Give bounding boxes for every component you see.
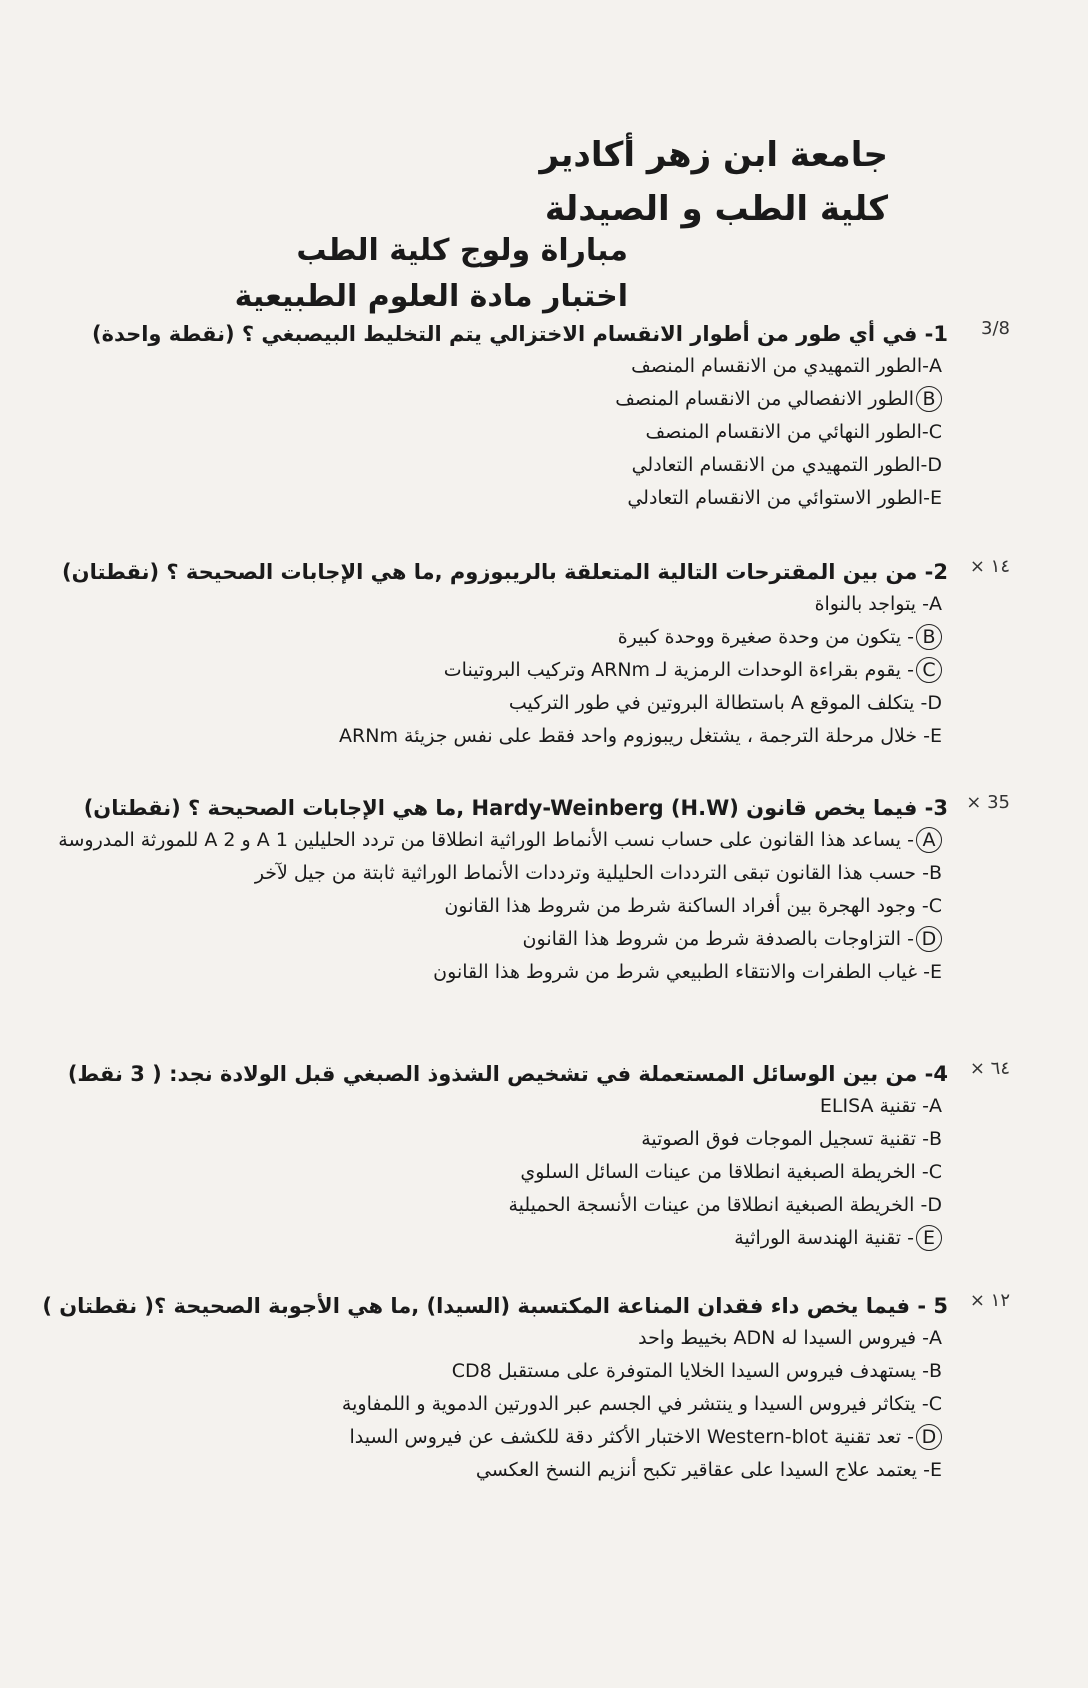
circled-answer-mark: C (916, 657, 942, 683)
option-e: E- غياب الطفرات والانتقاء الطبيعي شرط من شروط هذا القانون (433, 961, 942, 983)
circled-answer-mark: D (916, 926, 942, 952)
option-e: E- تقنية الهندسة الوراثية (28, 1222, 942, 1255)
faculty-name: كلية الطب و الصيدلة (544, 189, 888, 229)
option-c: C- يقوم بقراءة الوحدات الرمزية لـ ARNm وتركيب البروتينات (28, 654, 942, 687)
option-b: B- تقنية تسجيل الموجات فوق الصوتية (641, 1128, 942, 1150)
option-d: D- تعد تقنية Western-blot الاختبار الأكثر دقة للكشف عن فيروس السيدا (28, 1421, 942, 1454)
options-list (28, 1090, 942, 1255)
university-name: جامعة ابن زهر أكادير (539, 135, 888, 175)
option-e: E- يعتمد علاج السيدا على عقاقير تكبح أنزيم النسخ العكسي (475, 1459, 942, 1481)
circled-answer-mark: B (916, 624, 942, 650)
option-a: A- فيروس السيدا له ADN بخييط واحد (638, 1327, 942, 1349)
question-text: 1- في أي طور من أطوار الانقسام الاختزالي يتم التخليط البيصبغي ؟ (نقطة واحدة) (91, 322, 948, 346)
option-d: D- التزاوجات بالصدفة شرط من شروط هذا القانون (28, 923, 942, 956)
option-d: D- الخريطة الصبغية انطلاقا من عينات الأنسجة الحميلية (508, 1194, 942, 1216)
option-d: D- يتكلف الموقع A باستطالة البروتين في طور التركيب (508, 692, 942, 714)
option-b: B- يتكون من وحدة صغيرة ووحدة كبيرة (28, 621, 942, 654)
option-c: C- الخريطة الصبغية انطلاقا من عينات السائل السلوي (520, 1161, 942, 1183)
question-4 (28, 1058, 1010, 1255)
option-c: C- يتكاثر فيروس السيدا و ينتشر في الجسم عبر الدورتين الدموية و اللمفاوية (341, 1393, 942, 1415)
options-list (28, 1322, 942, 1487)
options-list (28, 588, 942, 753)
option-b: Bالطور الانفصالي من الانقسام المنصف (28, 383, 942, 416)
option-a: A- يساعد هذا القانون على حساب نسب الأنماط الوراثية انطلاقا من تردد الحليلين A 1 و A 2 للمورثة المدروسة (0, 824, 942, 857)
option-e: E-الطور الاستوائي من الانقسام التعادلي (627, 487, 942, 509)
option-e: E- خلال مرحلة الترجمة ، يشتغل ريبوزوم واحد فقط على نفس جزيئة ARNm (339, 725, 942, 747)
exam-subject: اختبار مادة العلوم الطبيعية (234, 279, 628, 314)
exam-title-block (235, 228, 628, 320)
question-1 (28, 318, 1010, 515)
handwritten-mark: × 35 (966, 792, 1010, 813)
circled-answer-mark: B (916, 386, 942, 412)
question-text: 4- من بين الوسائل المستعملة في تشخيص الشذوذ الصبغي قبل الولادة نجد: ( 3 نقط) (67, 1062, 948, 1086)
options-list (28, 824, 942, 989)
question-text: 5 - فيما يخص داء فقدان المناعة المكتسبة (السيدا) ,ما هي الأجوبة الصحيحة ؟( نقطتان ) (42, 1294, 948, 1318)
option-c: C- وجود الهجرة بين أفراد الساكنة شرط من شروط هذا القانون (444, 895, 942, 917)
option-b: B- يستهدف فيروس السيدا الخلايا المتوفرة على مستقبل CD8 (451, 1360, 942, 1382)
question-5 (28, 1290, 1010, 1487)
option-a: A- تقنية ELISA (819, 1095, 942, 1117)
circled-answer-mark: A (916, 827, 942, 853)
exam-title: مباراة ولوج كلية الطب (296, 233, 628, 268)
handwritten-mark: × ٦٤ (969, 1058, 1010, 1079)
question-text: 3- فيما يخص قانون Hardy-Weinberg (H.W) ,ما هي الإجابات الصحيحة ؟ (نقطتان) (83, 796, 948, 820)
option-a: A- يتواجد بالنواة (814, 593, 942, 615)
institution-header (539, 128, 888, 236)
circled-answer-mark: D (916, 1424, 942, 1450)
options-list (28, 350, 942, 515)
option-a: A-الطور التمهيدي من الانقسام المنصف (631, 355, 942, 377)
question-text: 2- من بين المقترحات التالية المتعلقة بالريبوزوم ,ما هي الإجابات الصحيحة ؟ (نقطتان) (62, 560, 948, 584)
question-2 (28, 556, 1010, 753)
handwritten-mark: × ١٤ (969, 556, 1010, 577)
circled-answer-mark: E (916, 1225, 942, 1251)
question-3 (28, 792, 1010, 989)
option-d: D-الطور التمهيدي من الانقسام التعادلي (631, 454, 942, 476)
option-b: B- حسب هذا القانون تبقى الترددات الحليلية وترددات الأنماط الوراثية ثابتة من جيل لآخر (254, 862, 942, 884)
option-c: C-الطور النهائي من الانقسام المنصف (645, 421, 942, 443)
handwritten-mark: × ١٢ (969, 1290, 1010, 1311)
handwritten-mark: 3/8 (981, 318, 1010, 339)
